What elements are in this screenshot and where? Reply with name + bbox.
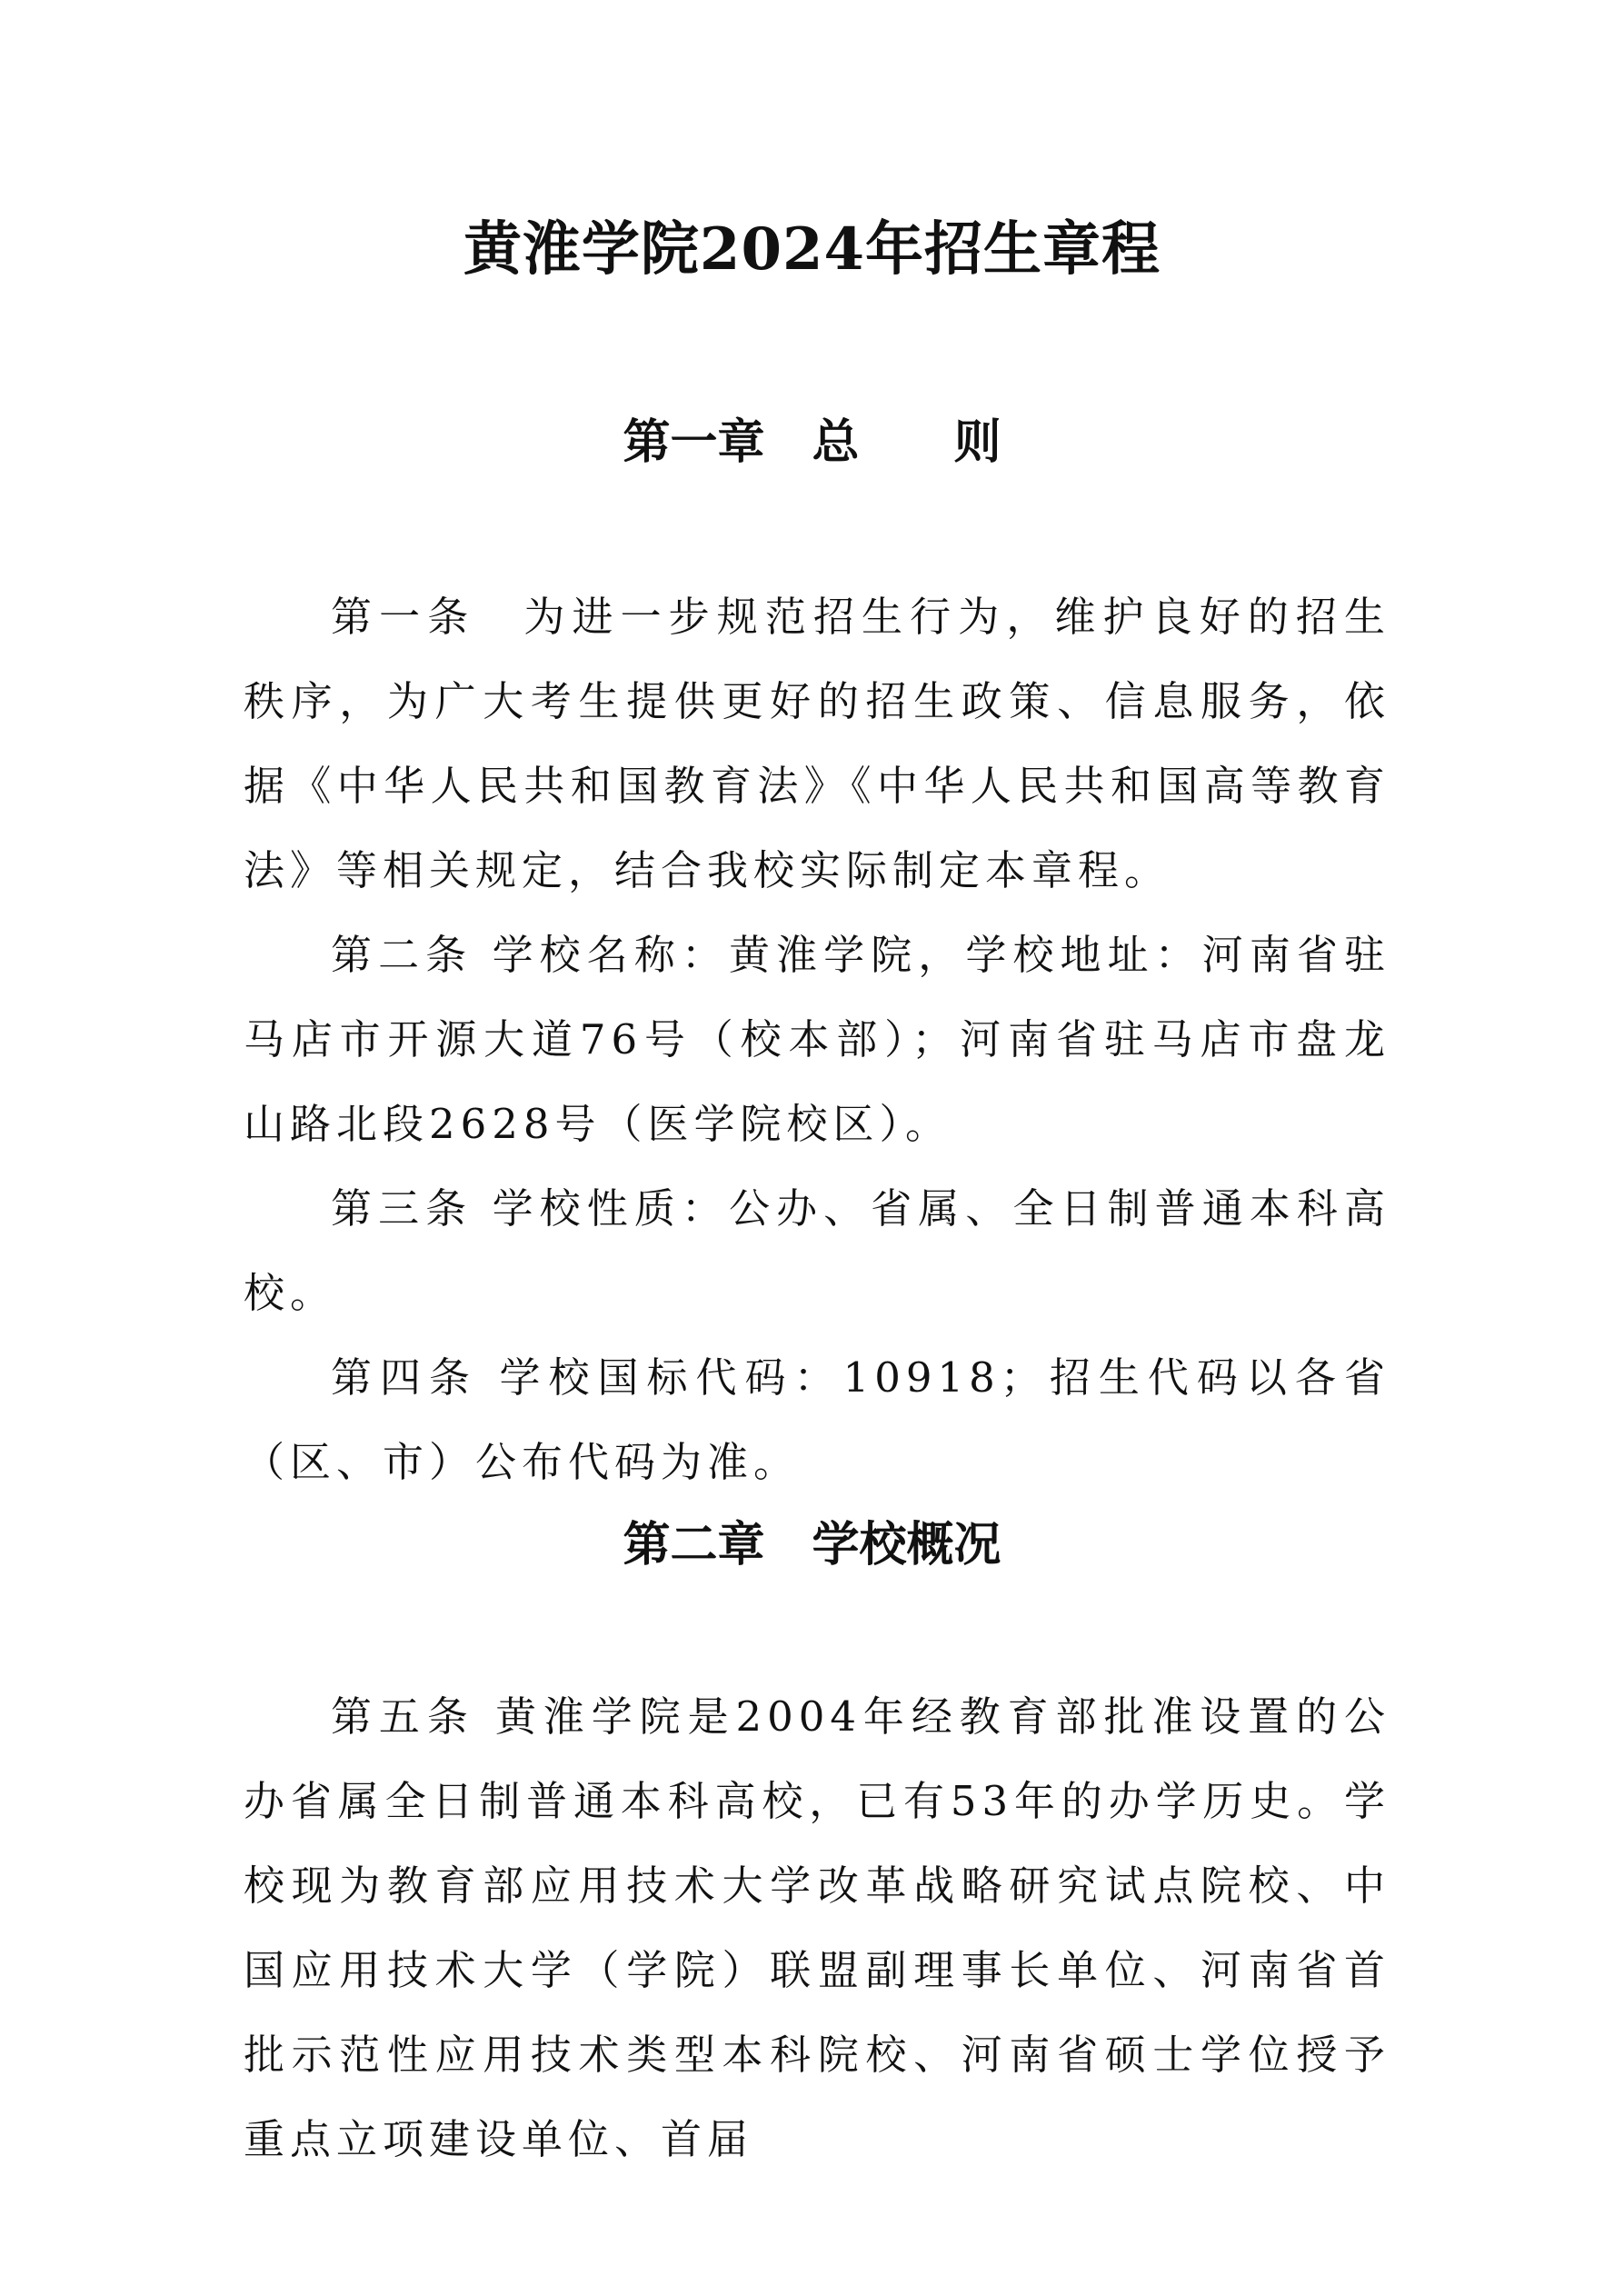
article-5-text: 黄淮学院是2004年经教育部批准设置的公办省属全日制普通本科高校，已有53年的办学历史。学校现为教育部应用技术大学改革战略研究试点院校、中国应用技术大学（学院）联盟副理事长单位、河南省首批示范性应用技术类型本科院校、河南省硕士学位授予重点立项建设单位、首届: [244, 1692, 1390, 2163]
article-2-text: 学校名称：黄淮学院，学校地址：河南省驻马店市开源大道76号（校本部）；河南省驻马店市盘龙山路北段2628号（医学院校区）。: [244, 931, 1390, 1148]
article-3: [244, 1166, 1390, 1335]
article-1-number: 第一条: [331, 593, 524, 641]
article-4-text: 学校国标代码：10918；招生代码以各省（区、市）公布代码为准。: [244, 1353, 1391, 1486]
article-4-number: 第四条: [331, 1353, 500, 1402]
chapter-1-body: [244, 574, 1390, 1504]
document-title: 黄淮学院2024年招生章程: [463, 215, 1161, 284]
chapter-2-heading: 第二章 学校概况: [623, 1517, 1001, 1572]
article-2: [244, 913, 1390, 1166]
article-3-text: 学校性质：公办、省属、全日制普通本科高校。: [244, 1184, 1390, 1317]
article-5: [244, 1674, 1390, 2181]
chapter-1-heading: 第一章 总 则: [623, 414, 1001, 470]
article-5-number: 第五条: [331, 1692, 495, 1741]
article-4: [244, 1335, 1390, 1504]
article-3-number: 第三条: [331, 1184, 493, 1233]
article-2-number: 第二条: [331, 931, 493, 979]
article-1-text: 为进一步规范招生行为，维护良好的招生秩序，为广大考生提供更好的招生政策、信息服务，依据《中华人民共和国教育法》《中华人民共和国高等教育法》等相关规定，结合我校实际制定本章程。: [244, 593, 1390, 894]
chapter-2-body: [244, 1674, 1390, 2181]
article-1: [244, 574, 1390, 913]
